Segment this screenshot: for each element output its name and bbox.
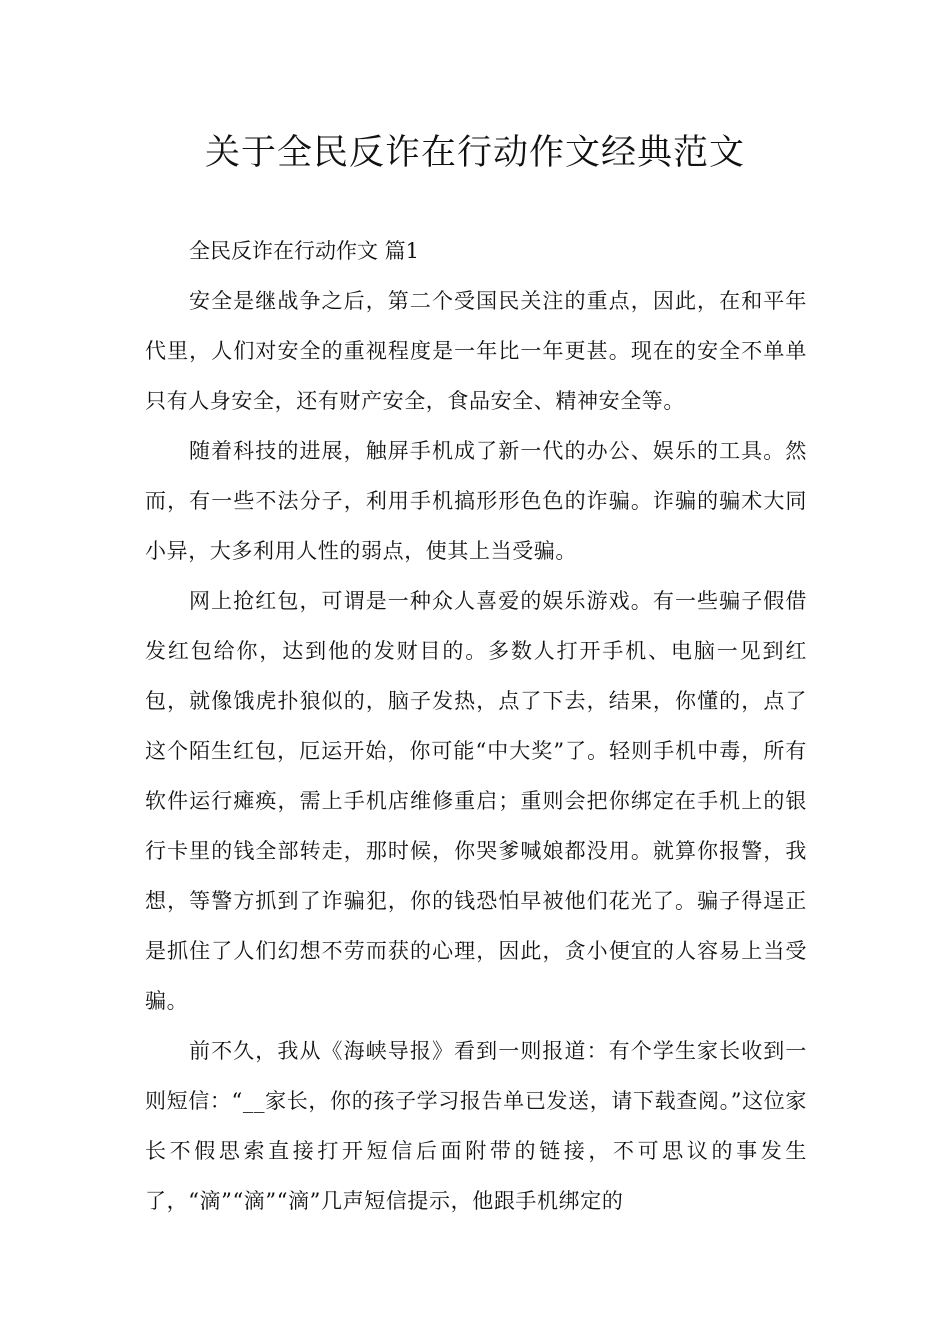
section-heading: 全民反诈在行动作文 篇1 <box>189 239 420 263</box>
document-title: 关于全民反诈在行动作文经典范文 <box>204 133 745 173</box>
document-body <box>145 226 807 1226</box>
paragraph-1: 安全是继战争之后，第二个受国民关注的重点，因此，在和平年代里，人们对安全的重视程度是一年比一年更甚。现在的安全不单单只有人身安全，还有财产安全，食品安全、精神安全等。 <box>145 289 807 413</box>
paragraph-4: 前不久，我从《海峡导报》看到一则报道：有个学生家长收到一则短信：“__家长，你的孩子学习报告单已发送，请下载查阅。”这位家长不假思索直接打开短信后面附带的链接，不可思议的事发生了，“滴”“滴”“滴”几声短信提示，他跟手机绑定的 <box>145 1039 807 1213</box>
paragraph-2: 随着科技的进展，触屏手机成了新一代的办公、娱乐的工具。然而，有一些不法分子，利用手机搞形形色色的诈骗。诈骗的骗术大同小异，大多利用人性的弱点，使其上当受骗。 <box>145 439 807 563</box>
paragraph-3: 网上抢红包，可谓是一种众人喜爱的娱乐游戏。有一些骗子假借发红包给你，达到他的发财目的。多数人打开手机、电脑一见到红包，就像饿虎扑狼似的，脑子发热，点了下去，结果，你懂的，点了这个陌生红包，厄运开始，你可能“中大奖”了。轻则手机中毒，所有软件运行瘫痪，需上手机店维修重启；重则会把你绑定在手机上的银行卡里的钱全部转走，那时候，你哭爹喊娘都没用。就算你报警，我想，等警方抓到了诈骗犯，你的钱恐怕早被他们花光了。骗子得逞正是抓住了人们幻想不劳而获的心理，因此，贪小便宜的人容易上当受骗。 <box>145 589 807 1013</box>
